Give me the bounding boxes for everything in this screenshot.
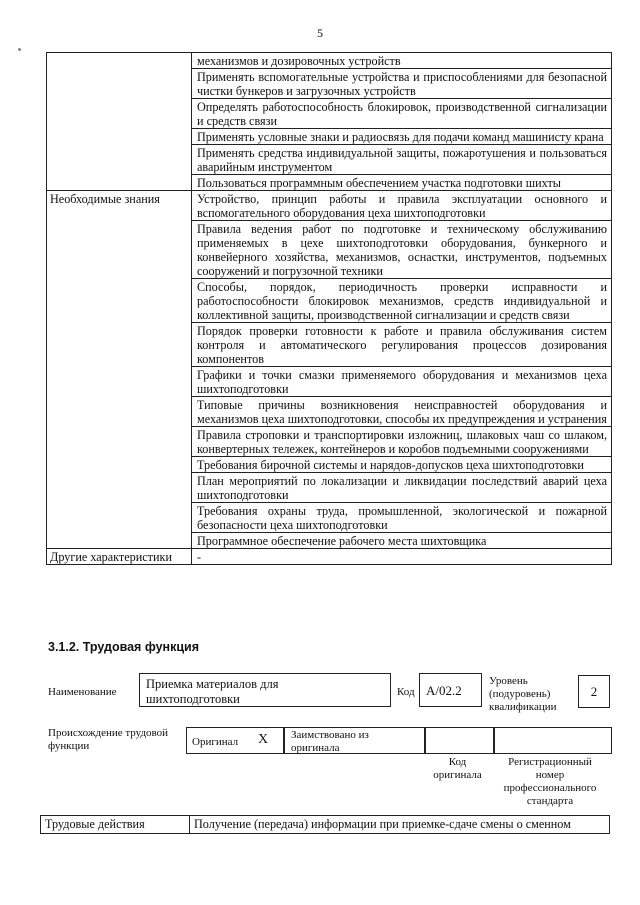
code-box <box>419 673 482 707</box>
section-title: 3.1.2. Трудовая функция <box>48 640 200 654</box>
row-text: Устройство, принцип работы и правила эксплуатации основного и вспомогательного оборудования цеха шихтоподготовки <box>192 191 612 221</box>
level-label: Уровень (подуровень) квалификации <box>489 675 557 713</box>
original-label: Оригинал <box>192 736 239 748</box>
divider <box>283 727 285 754</box>
table-row <box>47 191 612 221</box>
row-text: Правила строповки и транспортировки изложниц, шлаковых чаш со шлаком, конвертерных тележек, контейнеров и коробов подъемными сооружениями <box>192 427 612 457</box>
row-text: Применять средства индивидуальной защиты, пожаротушения и пользоваться аварийным инструментом <box>192 145 612 175</box>
page-number: 5 <box>317 26 323 40</box>
code-original-caption: Код оригинала <box>433 756 482 781</box>
scan-speck <box>18 48 21 51</box>
competency-table <box>46 52 612 565</box>
row-text: Определять работоспособность блокировок, производственной сигнализации и средств связи <box>192 99 612 129</box>
row-label <box>47 53 192 191</box>
actions-table <box>40 815 610 834</box>
name-box <box>139 673 391 707</box>
borrowed-label: Заимствовано из оригинала <box>291 729 369 754</box>
original-mark: X <box>258 732 269 747</box>
row-text: План мероприятий по локализации и ликвидации последствий аварий цеха шихтоподготовки <box>192 473 612 503</box>
origin-label: Происхождение трудовой функции <box>48 727 169 752</box>
actions-label: Трудовые действия <box>41 816 190 834</box>
reg-number-caption: Регистрационный номер профессионального стандарта <box>503 756 597 807</box>
name-label: Наименование <box>48 686 117 698</box>
row-text: Пользоваться программным обеспечением участка подготовки шихты <box>192 175 612 191</box>
row-text: Программное обеспечение рабочего места шихтовщика <box>192 533 612 549</box>
table-row <box>47 549 612 565</box>
row-text: механизмов и дозировочных устройств <box>192 53 612 69</box>
row-text: - <box>192 549 612 565</box>
row-text: Порядок проверки готовности к работе и правила обслуживания систем контроля и автоматического регулирования процессов дозирования компонентов <box>192 323 612 367</box>
row-text: Графики и точки смазки применяемого оборудования и механизмов цеха шихтоподготовки <box>192 367 612 397</box>
row-text: Требования бирочной системы и нарядов-допусков цеха шихтоподготовки <box>192 457 612 473</box>
divider <box>493 727 495 754</box>
row-text: Требования охраны труда, промышленной, экологической и пожарной безопасности цеха шихтоподготовки <box>192 503 612 533</box>
row-text: Типовые причины возникновения неисправностей оборудования и механизмов цеха шихтоподготовки, способы их предупреждения и устранения <box>192 397 612 427</box>
row-label: Другие характеристики <box>47 549 192 565</box>
table-row <box>47 53 612 69</box>
row-text: Применять условные знаки и радиосвязь для подачи команд машинисту крана <box>192 129 612 145</box>
level-box <box>578 675 610 708</box>
divider <box>424 727 426 754</box>
actions-first: Получение (передача) информации при приемке-сдаче смены о сменном <box>190 816 610 834</box>
function-name: Приемка материалов для шихтоподготовки <box>146 677 279 706</box>
function-code: А/02.2 <box>426 683 462 698</box>
row-text: Применять вспомогательные устройства и приспособлениями для безопасной чистки бункеров и загрузочных устройств <box>192 69 612 99</box>
row-label: Необходимые знания <box>47 191 192 549</box>
row-text: Способы, порядок, периодичность проверки исправности и работоспособности блокировок механизмов, средств индивидуальной и коллективной защиты, производственной сигнализации и средств связи <box>192 279 612 323</box>
row-text: Правила ведения работ по подготовке и техническому обслуживанию применяемых в цехе шихтоподготовки оборудования, бункерного и конвейерного хозяйства, механизмов, оснастки, инструментов, подъемных сооружений и погрузочной техники <box>192 221 612 279</box>
level-value: 2 <box>590 684 598 699</box>
code-label: Код <box>397 686 415 698</box>
